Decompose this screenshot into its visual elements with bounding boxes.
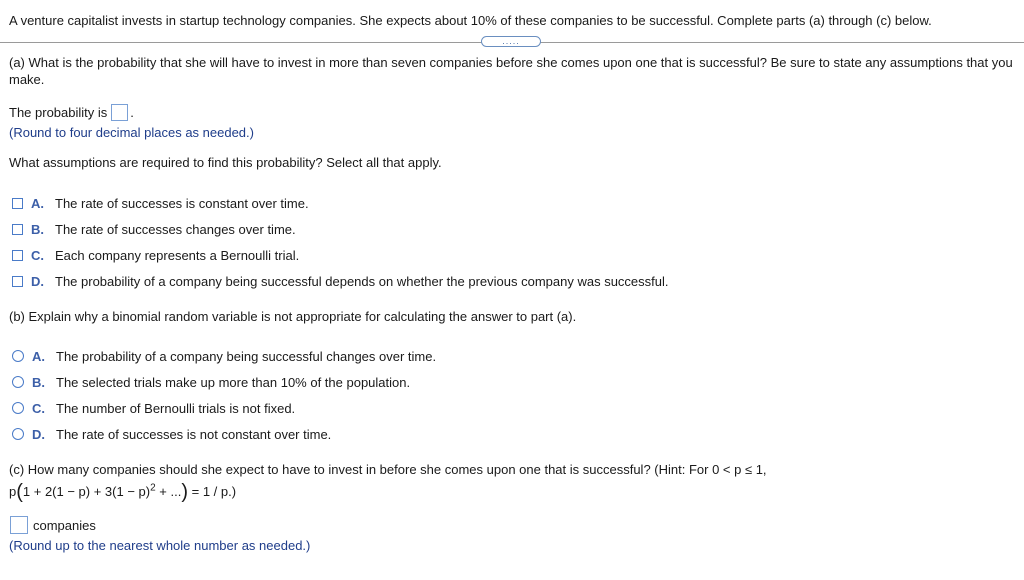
part-c-rounding-hint: (Round up to the nearest whole number as needed.) xyxy=(9,538,311,553)
question-header: A venture capitalist invests in startup technology companies. She expects about 10% of these companies to be successful. Complete parts (a) through (c) below. xyxy=(9,13,932,28)
part-a-assumptions-prompt: What assumptions are required to find this probability? Select all that apply. xyxy=(9,155,442,170)
expand-toggle-button[interactable]: ..... xyxy=(481,36,541,47)
assumption-option-d[interactable] xyxy=(12,273,669,289)
option-text: The probability of a company being successful depends on whether the previous company was successful. xyxy=(55,273,669,289)
formula-close-paren: ) xyxy=(181,481,188,503)
radio-icon[interactable] xyxy=(12,376,24,388)
option-letter: C. xyxy=(32,400,45,416)
option-text: The probability of a company being successful changes over time. xyxy=(56,348,437,364)
radio-icon[interactable] xyxy=(12,350,24,362)
checkbox-icon[interactable] xyxy=(12,198,23,209)
part-c-question: (c) How many companies should she expect to have to invest in before she comes upon one that is successful? (Hint: For 0 < p ≤ 1, xyxy=(9,462,767,477)
formula-exponent: 2 xyxy=(150,482,156,494)
assumption-option-c[interactable] xyxy=(12,247,299,263)
part-a-answer-prefix: The probability is xyxy=(9,104,108,120)
part-a-question: (a) What is the probability that she will have to invest in more than seven companies before she comes upon one that is successful? Be sure to state any assumptions that you make. xyxy=(9,55,1013,87)
option-letter: A. xyxy=(31,195,44,211)
option-letter: B. xyxy=(31,221,44,237)
formula-tail: + ... xyxy=(155,484,182,499)
option-text: The rate of successes changes over time. xyxy=(55,221,296,237)
part-a-answer-line xyxy=(9,103,134,121)
option-text: Each company represents a Bernoulli trial. xyxy=(55,247,300,263)
binomial-option-c[interactable] xyxy=(12,400,295,416)
assumption-option-b[interactable] xyxy=(12,221,296,237)
part-c-companies-input[interactable] xyxy=(10,516,28,534)
option-text: The number of Bernoulli trials is not fixed. xyxy=(56,400,296,416)
formula-open-paren: ( xyxy=(16,481,23,503)
formula-end: = 1 / p.) xyxy=(188,484,237,499)
binomial-option-a[interactable] xyxy=(12,348,436,364)
option-text: The rate of successes is constant over time. xyxy=(55,195,309,211)
part-a-rounding-hint: (Round to four decimal places as needed.) xyxy=(9,125,254,140)
assumption-option-a[interactable] xyxy=(12,195,309,211)
option-letter: D. xyxy=(31,273,44,289)
option-letter: C. xyxy=(31,247,44,263)
binomial-option-b[interactable] xyxy=(12,374,410,390)
part-a-answer-suffix: . xyxy=(130,104,134,120)
option-letter: D. xyxy=(32,426,45,442)
checkbox-icon[interactable] xyxy=(12,250,23,261)
option-letter: A. xyxy=(32,348,45,364)
formula-body: 1 + 2(1 − p) + 3(1 − p) xyxy=(22,484,151,499)
part-c-hint-formula xyxy=(9,481,236,504)
binomial-option-d[interactable] xyxy=(12,426,331,442)
checkbox-icon[interactable] xyxy=(12,224,23,235)
radio-icon[interactable] xyxy=(12,428,24,440)
option-text: The rate of successes is not constant over time. xyxy=(56,426,332,442)
part-b-question: (b) Explain why a binomial random variable is not appropriate for calculating the answer to part (a). xyxy=(9,309,577,324)
part-a-probability-input[interactable] xyxy=(111,104,128,121)
option-text: The selected trials make up more than 10% of the population. xyxy=(56,374,411,390)
option-letter: B. xyxy=(32,374,45,390)
part-c-answer-suffix: companies xyxy=(33,518,96,533)
radio-icon[interactable] xyxy=(12,402,24,414)
checkbox-icon[interactable] xyxy=(12,276,23,287)
formula-p: p xyxy=(9,484,17,499)
